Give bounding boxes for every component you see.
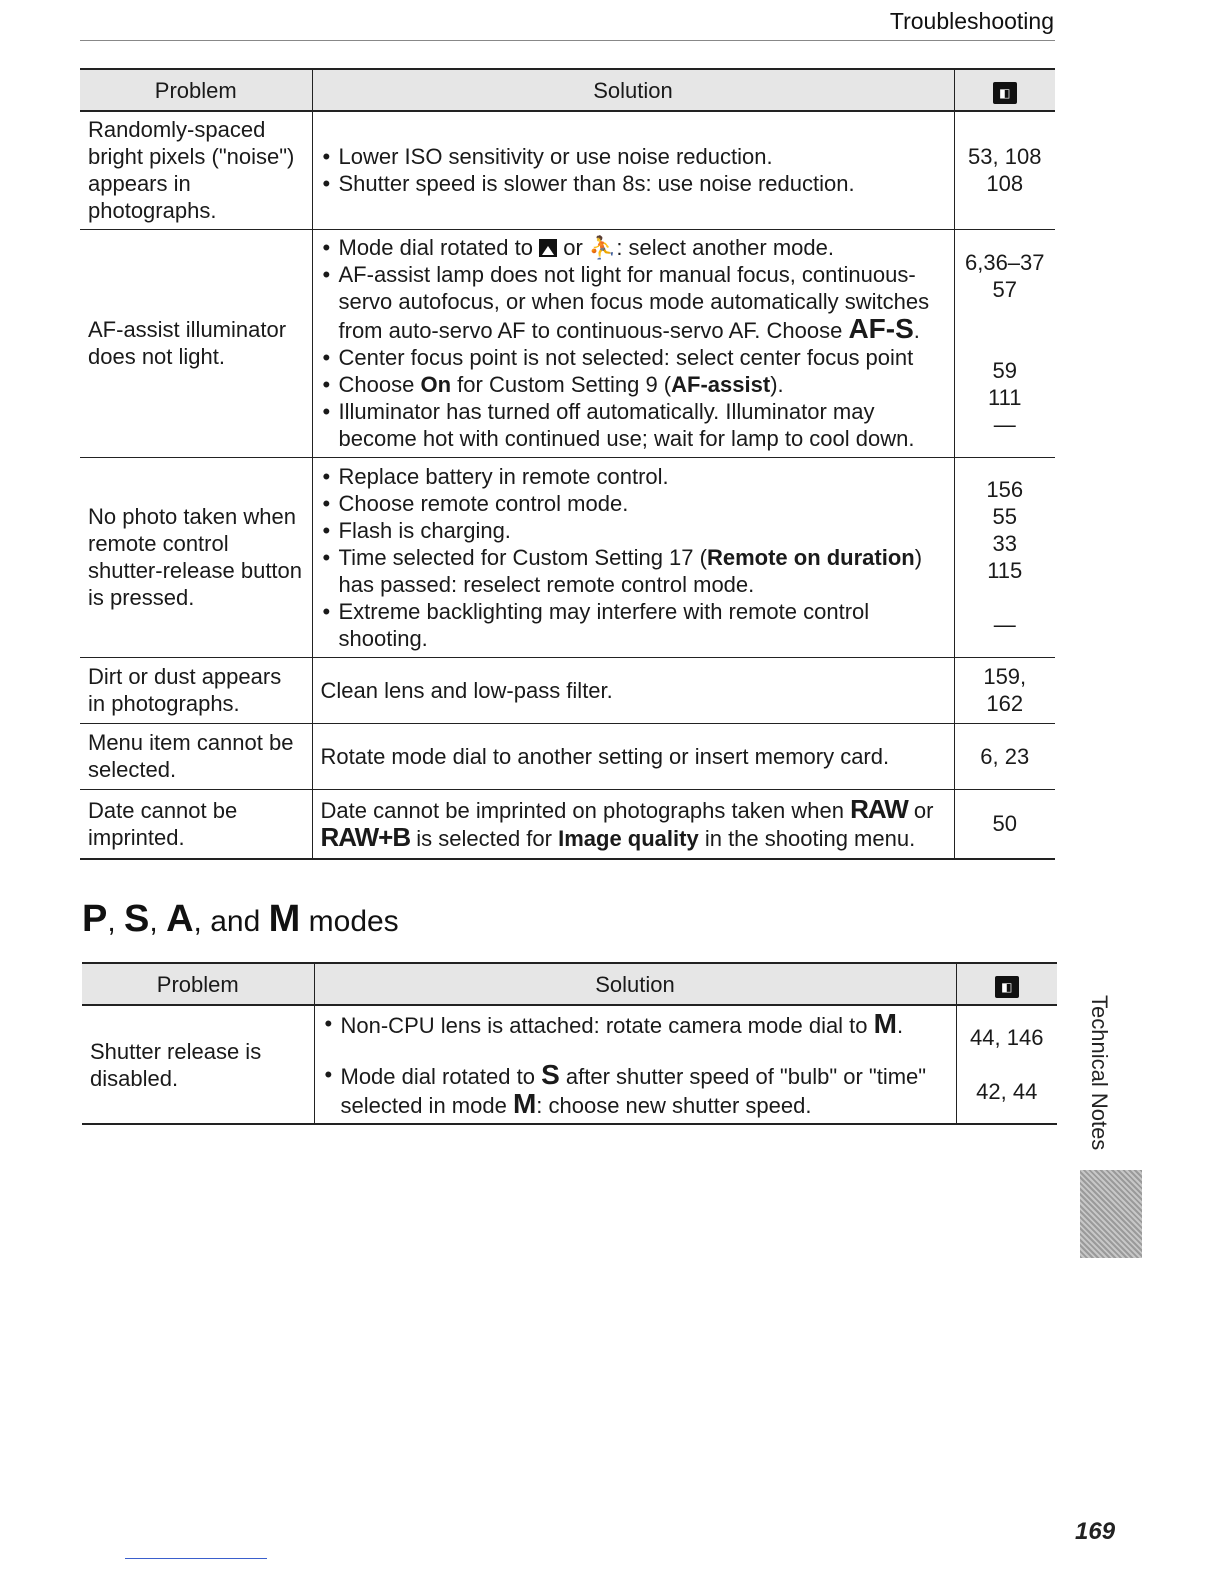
image-quality-label: Image quality <box>558 825 699 851</box>
mode-m-label: M <box>873 1008 897 1039</box>
solution-item <box>321 371 946 398</box>
table-row <box>80 789 1055 859</box>
solution-cell: Rotate mode dial to another setting or insert memory card. <box>312 723 954 789</box>
table-row <box>80 111 1055 229</box>
solution-cell <box>312 111 954 229</box>
solution-text: Mode dial rotated to <box>340 1064 535 1089</box>
solution-text: ). <box>770 372 784 397</box>
solution-item: • Illuminator has turned off automatically. Illuminator may become hot with continued use; wait for lamp to cool down. <box>321 398 946 452</box>
solution-item: • Choose remote control mode. <box>321 490 946 517</box>
problem-cell: Menu item cannot be selected. <box>80 723 312 789</box>
mode-s: S <box>124 898 150 940</box>
on-label: On <box>420 372 452 397</box>
psam-table <box>82 962 1057 1125</box>
side-tab-block <box>1080 1170 1142 1258</box>
table-row <box>82 1005 1057 1124</box>
af-s-label: AF-S <box>848 313 914 344</box>
solution-cell: Clean lens and low-pass filter. <box>312 657 954 723</box>
raw-b-label: RAW+B <box>320 821 411 852</box>
solution-text: ) has passed: reselect remote control mode. <box>338 544 923 597</box>
page-ref-cell: 6,36–37 57 59 111 — <box>954 229 1055 457</box>
section-title <box>82 898 399 941</box>
remote-duration-label: Remote on duration <box>706 544 915 570</box>
solution-item: • Shutter speed is slower than 8s: use noise reduction. <box>321 170 946 197</box>
mode-m: M <box>268 898 301 940</box>
solution-item: • Replace battery in remote control. <box>321 463 946 490</box>
page-ref-cell: 53, 108 108 <box>954 111 1055 229</box>
problem-header: Problem <box>82 963 314 1005</box>
table-row <box>80 229 1055 457</box>
solution-text: . <box>897 1013 904 1038</box>
solution-text: for Custom Setting 9 ( <box>457 372 672 397</box>
section-comma: , <box>107 905 116 938</box>
page-ref-cell: 159, 162 <box>954 657 1055 723</box>
auto-mode-icon <box>539 239 557 257</box>
page-header <box>956 963 1057 1005</box>
solution-item: • Lower ISO sensitivity or use noise reduction. <box>321 143 946 170</box>
bottom-rule <box>125 1558 267 1559</box>
solution-header: Solution <box>312 69 954 111</box>
solution-item: • Flash is charging. <box>321 517 946 544</box>
section-comma: , <box>193 905 202 938</box>
problem-cell: No photo taken when remote control shutter-release button is pressed. <box>80 457 312 657</box>
page-ref-cell: 44, 146 42, 44 <box>956 1005 1057 1124</box>
problem-cell: Shutter release is disabled. <box>82 1005 314 1124</box>
running-header: Troubleshooting <box>889 8 1054 34</box>
solution-cell <box>312 229 954 457</box>
table-header-row <box>82 963 1057 1005</box>
solution-text: or <box>563 235 583 260</box>
mode-s-label: S <box>541 1059 560 1090</box>
table-row <box>80 457 1055 657</box>
solution-text: or <box>913 797 934 823</box>
solution-item: • Center focus point is not selected: select center focus point <box>321 344 946 371</box>
header-rule <box>80 40 1055 41</box>
solution-text: : select another mode. <box>616 235 834 260</box>
solution-item <box>323 1061 948 1119</box>
solution-item: • Extreme backlighting may interfere with remote control shooting. <box>321 598 946 652</box>
solution-text: in the shooting menu. <box>704 825 916 851</box>
table-header-row <box>80 69 1055 111</box>
page-ref-cell: 50 <box>954 789 1055 859</box>
problem-cell: Randomly-spaced bright pixels ("noise") appears in photographs. <box>80 111 312 229</box>
page-number: 169 <box>1075 1518 1116 1545</box>
solution-text: Mode dial rotated to <box>338 235 533 260</box>
problem-cell: Dirt or dust appears in photographs. <box>80 657 312 723</box>
solution-text: AF-assist lamp does not light for manual focus, continuous-servo autofocus, or when focus mode automatically switches from auto-servo AF to continuous-servo AF. Choose <box>338 262 930 343</box>
mode-m-label: M <box>512 1088 537 1119</box>
solution-cell <box>312 789 954 859</box>
solution-text: Choose <box>338 372 415 397</box>
mode-a: A <box>166 898 194 940</box>
side-tab-label: Technical Notes <box>1087 995 1112 1151</box>
page-header <box>954 69 1055 111</box>
section-comma: , <box>149 905 158 938</box>
af-assist-label: AF-assist <box>671 372 771 397</box>
problem-cell: AF-assist illuminator does not light. <box>80 229 312 457</box>
problem-header: Problem <box>80 69 312 111</box>
table-row <box>80 723 1055 789</box>
solution-cell <box>314 1005 956 1124</box>
page-ref-cell: 6, 23 <box>954 723 1055 789</box>
solution-text: after shutter speed of "bulb" or "time" selected in mode <box>340 1064 927 1118</box>
troubleshooting-table <box>80 68 1055 860</box>
raw-label: RAW <box>850 793 908 824</box>
solution-header: Solution <box>314 963 956 1005</box>
solution-item <box>321 234 946 261</box>
solution-text: is selected for <box>416 825 552 851</box>
section-and: and <box>210 905 261 938</box>
problem-cell: Date cannot be imprinted. <box>80 789 312 859</box>
solution-cell <box>312 457 954 657</box>
pages-icon: ◧ <box>995 976 1019 998</box>
table-row <box>80 657 1055 723</box>
pages-icon: ◧ <box>993 82 1017 104</box>
solution-text: Time selected for Custom Setting 17 ( <box>338 544 707 570</box>
solution-text: Non-CPU lens is attached: rotate camera mode dial to <box>340 1013 868 1038</box>
solution-item <box>321 544 946 598</box>
page-ref-cell: 156 55 33 115 — <box>954 457 1055 657</box>
section-modes: modes <box>308 905 399 938</box>
mode-p: P <box>82 898 108 940</box>
child-mode-icon: ⛹ <box>588 235 617 260</box>
solution-item <box>323 1010 948 1039</box>
solution-text: . <box>913 318 920 343</box>
solution-text: Date cannot be imprinted on photographs taken when <box>320 797 844 823</box>
solution-item <box>321 261 946 344</box>
solution-text: : choose new shutter speed. <box>536 1093 812 1118</box>
